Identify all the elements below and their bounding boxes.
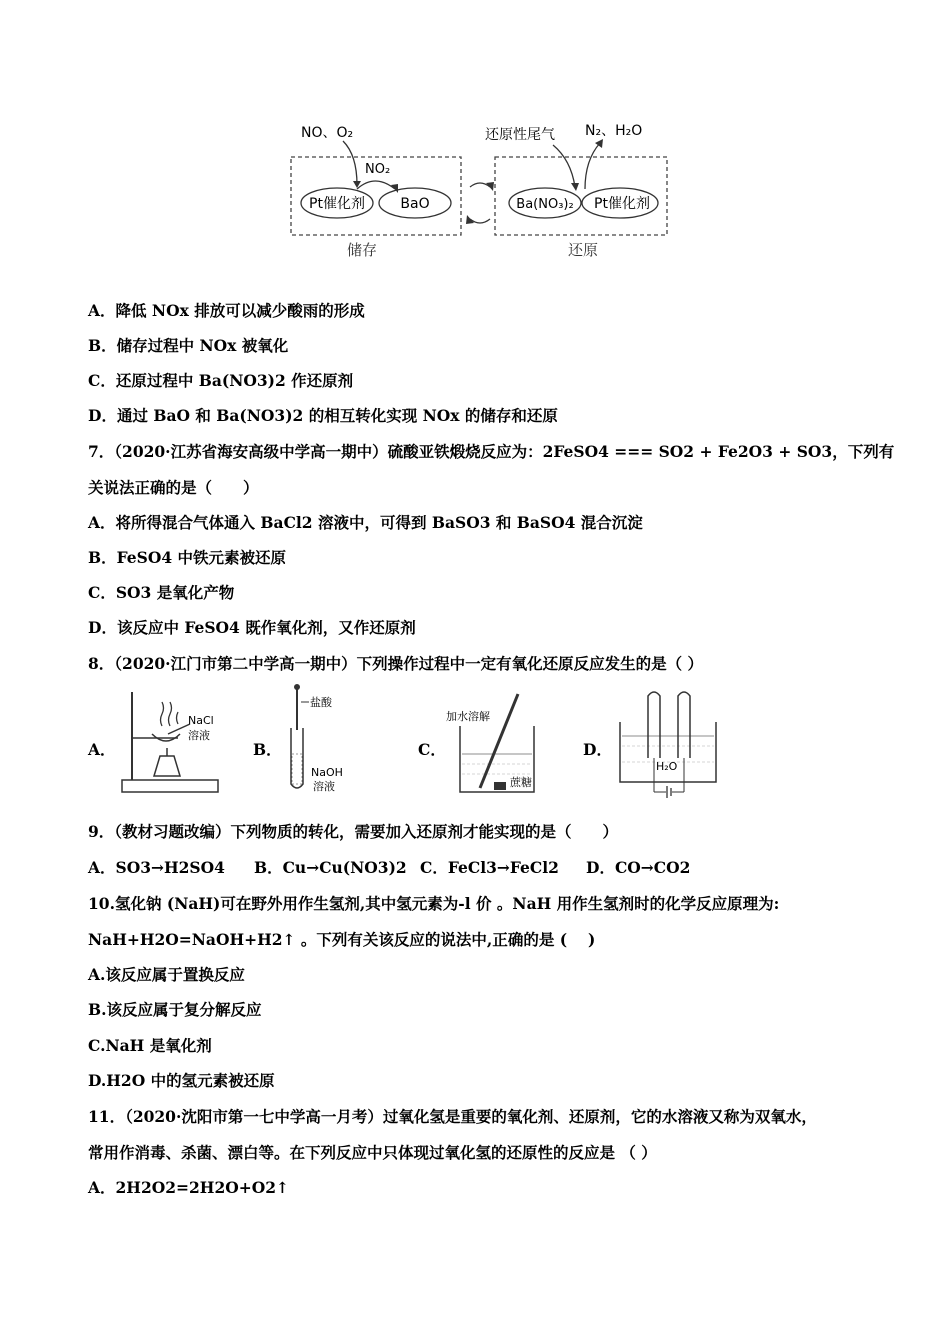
q6-option-c: C．还原过程中 Ba(NO3)2 作还原剂 [88,371,354,390]
q8-image-d [612,688,726,800]
q7-option-a: A．将所得混合气体通入 BaCl2 溶液中，可得到 BaSO3 和 BaSO4 混合沉淀 [88,513,643,532]
store-label: 储存 [346,241,378,259]
input-label: NO、O₂ [301,125,354,141]
q8-opt-d-label: D． [583,740,612,759]
q8-b-bottom2: 溶液 [313,780,335,793]
q8-c-bottom: 蔗糖 [510,776,532,789]
q10-option-a: A.该反应属于置换反应 [88,965,245,984]
q6-option-d: D．通过 BaO 和 Ba(NO3)2 的相互转化实现 NOx 的储存和还原 [88,406,558,425]
q8-opt-a-label: A． [88,740,116,759]
no2-label: NO₂ [365,162,391,177]
q11-stem-line1: 11．（2020·沈阳市第一七中学高一月考）过氧化氢是重要的氧化剂、还原剂，它的水溶液又称为双氧水， [88,1107,817,1126]
output-label: N₂、H₂O [585,123,643,139]
input-arrow [343,141,357,185]
q10-option-b: B.该反应属于复分解反应 [88,1000,262,1019]
q7-option-b: B．FeSO4 中铁元素被还原 [88,548,286,567]
q6-option-a: A．降低 NOx 排放可以减少酸雨的形成 [88,301,365,320]
q8-b-top: 盐酸 [310,696,332,709]
q9-stem: 9．（教材习题改编）下列物质的转化，需要加入还原剂才能实现的是（ ） [88,822,619,841]
q8-image-a [118,684,228,796]
q8-image-c [446,684,556,796]
q7-stem-line2: 关说法正确的是（ ） [88,478,259,497]
ba-no3-label: Ba(NO₃)₂ [516,197,574,212]
q8-c-top: 加水溶解 [446,710,490,723]
q9-option-d: D．CO→CO2 [586,858,691,877]
no2-arrow [357,181,395,189]
q10-stem-line2: NaH+H2O=NaOH+H2↑ 。下列有关该反应的说法中,正确的是 ( ) [88,930,596,949]
q8-a-label2: 溶液 [188,729,210,742]
q7-option-d: D．该反应中 FeSO4 既作氧化剂，又作还原剂 [88,618,416,637]
q9-options [88,858,690,878]
reduce-label: 还原 [567,241,599,259]
reducing-gas-label: 还原性尾气 [485,127,555,143]
output-arrow [585,143,600,189]
q7-stem-line1: 7．（2020·江苏省海安高级中学高一期中）硫酸亚铁煅烧反应为：2FeSO4 === SO2 + Fe2O3 + SO3，下列有 [88,442,895,461]
q8-opt-c-label: C． [418,740,446,759]
q10-stem-line1: 10.氢化钠 (NaH)可在野外用作生氢剂,其中氢元素为-l 价 。NaH 用作生氢剂时的化学反应原理为: [88,894,780,913]
q8-a-label1: NaCl [188,714,214,727]
q10-option-d: D.H2O 中的氢元素被还原 [88,1071,275,1090]
q8-d-label: H₂O [656,760,678,773]
bao-label: BaO [400,196,430,212]
q11-stem-line2: 常用作消毒、杀菌、漂白等。在下列反应中只体现过氧化氢的还原性的反应是 （ ） [88,1143,657,1162]
pt-label-left: Pt催化剂 [309,196,365,212]
q6-option-b: B．储存过程中 NOx 被氧化 [88,336,289,355]
q9-option-b: B．Cu→Cu(NO3)2 [254,858,407,877]
nox-storage-diagram [285,115,675,265]
q8-image-b [283,684,363,796]
gas-arrow [553,145,575,187]
pt-label-right: Pt催化剂 [594,196,650,212]
q8-b-bottom1: NaOH [311,766,343,779]
q9-option-a: A．SO3→H2SO4 [88,858,225,877]
q8-opt-b-label: B． [253,740,282,759]
q7-option-c: C．SO3 是氧化产物 [88,583,235,602]
q9-option-c: C．FeCl3→FeCl2 [420,858,559,877]
q10-option-c: C.NaH 是氧化剂 [88,1036,212,1055]
q8-stem: 8．（2020·江门市第二中学高一期中）下列操作过程中一定有氧化还原反应发生的是（ ） [88,654,703,673]
q11-option-a: A．2H2O2=2H2O+O2↑ [88,1178,289,1197]
